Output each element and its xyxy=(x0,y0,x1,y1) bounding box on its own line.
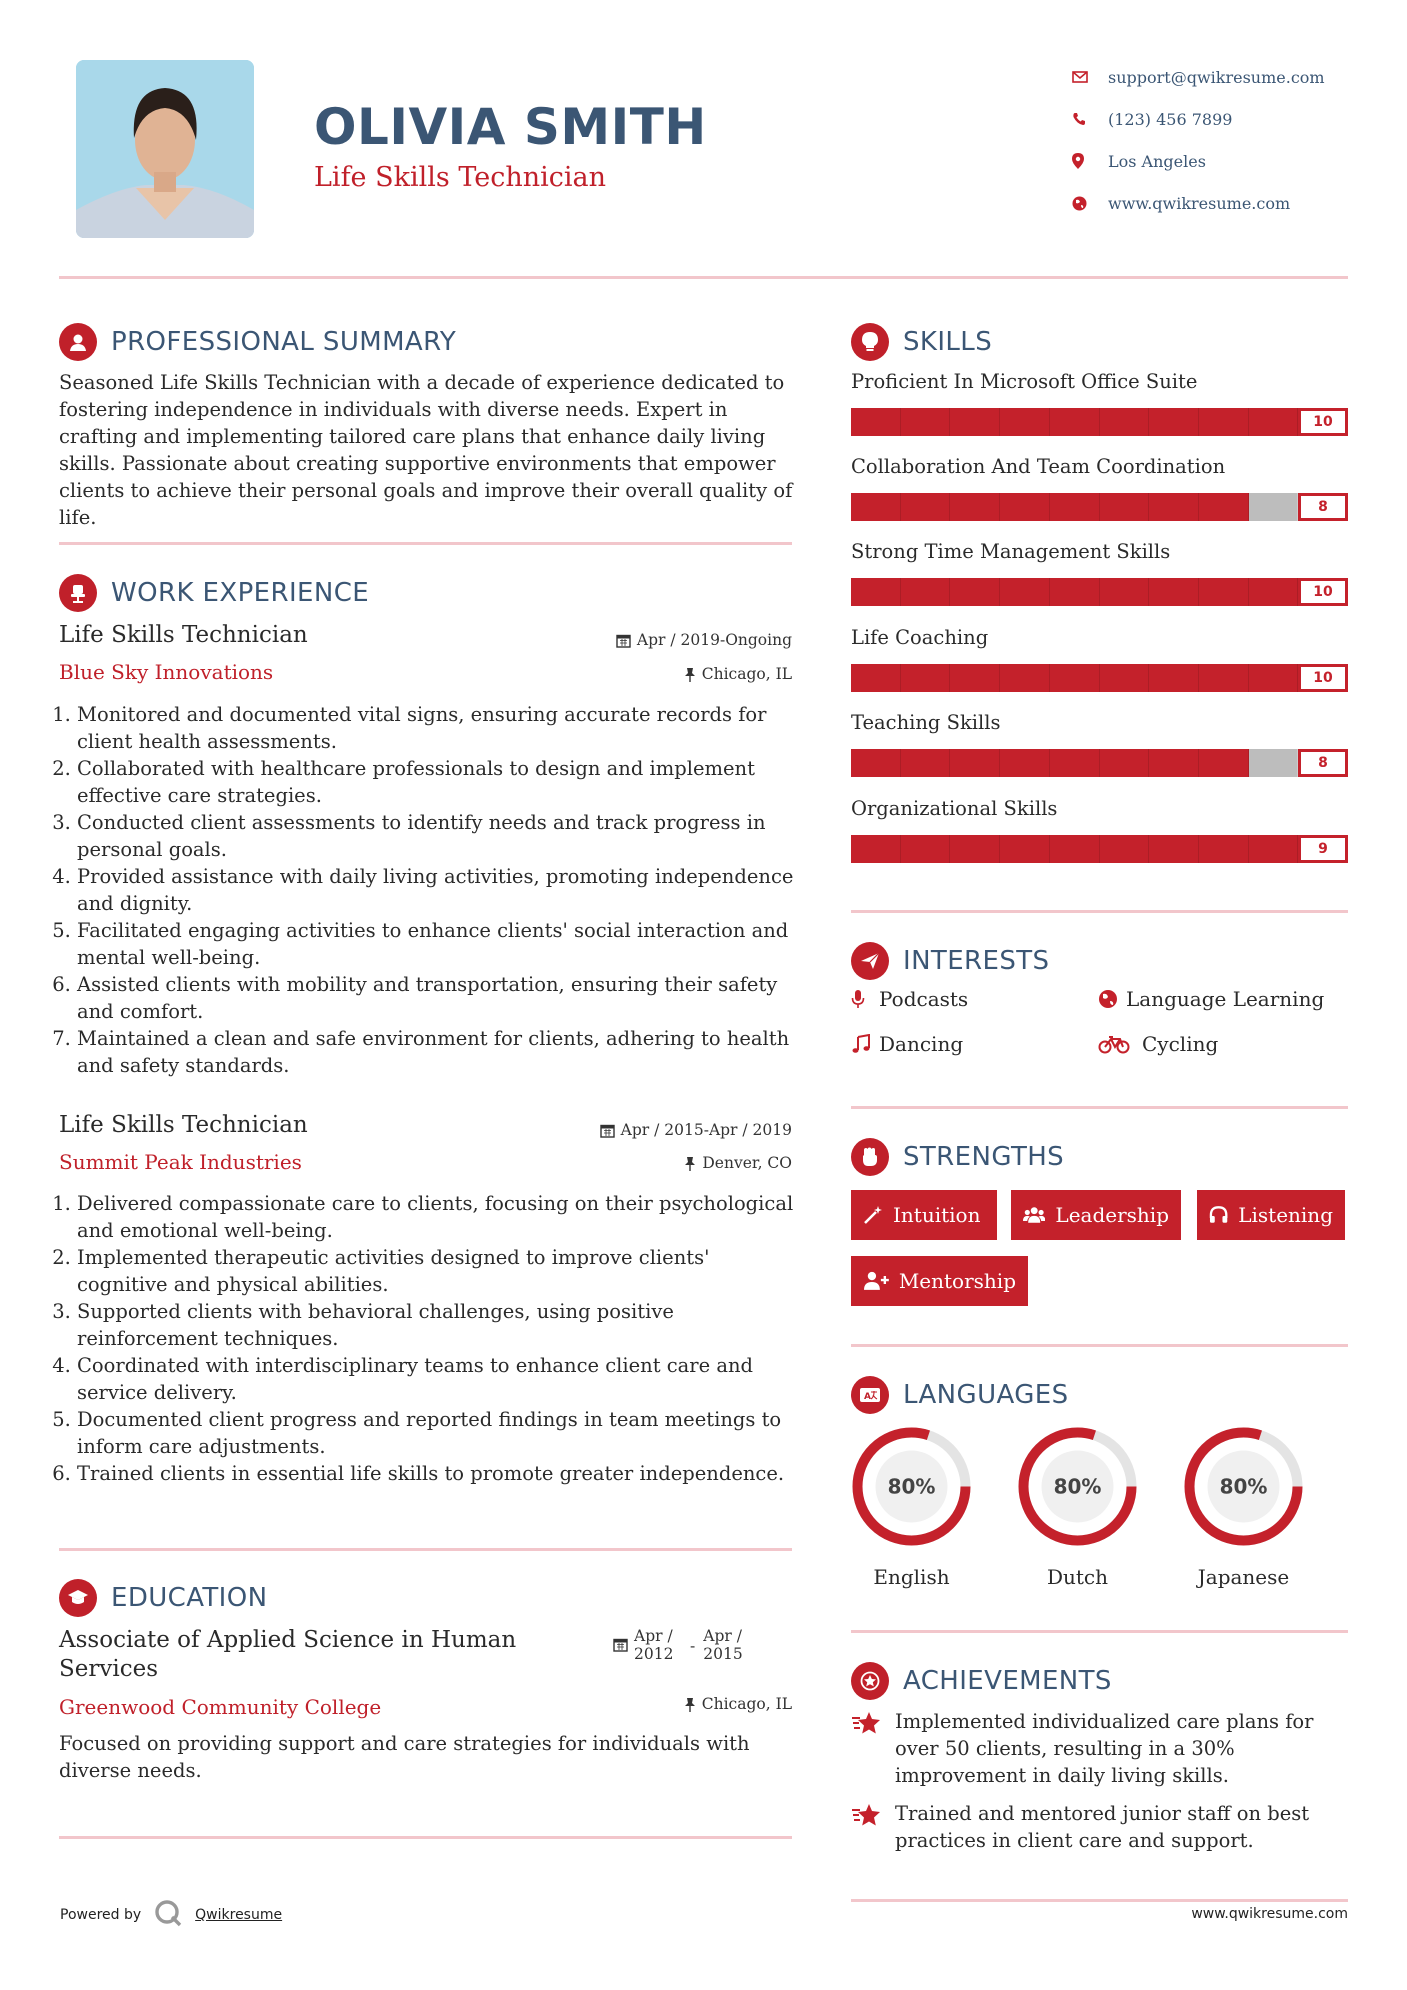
skill-bar-segment xyxy=(1199,835,1249,863)
skill-bar-segment xyxy=(1000,835,1050,863)
bicycle-icon xyxy=(1098,1034,1142,1054)
strength-label: Mentorship xyxy=(898,1269,1016,1293)
summary-divider xyxy=(59,542,792,545)
calendar-icon xyxy=(600,1123,615,1138)
music-note-icon xyxy=(851,1034,879,1054)
skill-item xyxy=(851,540,1348,606)
contact-website-text: www.qwikresume.com xyxy=(1108,193,1291,213)
skill-bar-segment xyxy=(1149,749,1199,777)
skill-bar-segment xyxy=(851,664,901,692)
language-ring xyxy=(849,1424,974,1549)
skill-bar-segment xyxy=(1249,408,1299,436)
job-2-location xyxy=(684,1154,792,1172)
graduation-icon xyxy=(59,1579,97,1617)
skill-level-number: 10 xyxy=(1298,664,1348,692)
skill-bar-segment xyxy=(1199,664,1249,692)
star-icon xyxy=(851,1800,895,1854)
strength-leadership xyxy=(1011,1190,1181,1240)
education-start-year: 2012 xyxy=(634,1645,674,1663)
skill-name: Proficient In Microsoft Office Suite xyxy=(851,370,1198,393)
job-2-title: Life Skills Technician xyxy=(59,1112,308,1138)
interest-label: Dancing xyxy=(879,1032,964,1056)
skill-bar-segment xyxy=(1149,408,1199,436)
languages-divider xyxy=(851,1630,1348,1633)
skill-bar-segment xyxy=(1050,664,1100,692)
list-item: 5. Facilitated engaging activities to enhance clients' social interaction and mental well-being. xyxy=(77,917,794,971)
strengths-title: STRENGTHS xyxy=(903,1142,1065,1172)
skill-name: Teaching Skills xyxy=(851,711,1001,734)
languages-title: LANGUAGES xyxy=(903,1380,1069,1410)
skills-title: SKILLS xyxy=(903,327,993,357)
skill-bar-segment xyxy=(1100,408,1150,436)
interests-divider xyxy=(851,1106,1348,1109)
office-chair-icon xyxy=(59,574,97,612)
list-item: 5. Documented client progress and reported findings in team meetings to inform care adjustments. xyxy=(77,1406,794,1460)
footer-powered-by xyxy=(60,1898,282,1932)
skill-bar-segment xyxy=(851,408,901,436)
skill-bar-segment xyxy=(901,578,951,606)
list-item: 6. Assisted clients with mobility and transportation, ensuring their safety and comfort. xyxy=(77,971,794,1025)
paper-plane-icon xyxy=(851,942,889,980)
list-item: 4. Coordinated with interdisciplinary teams to enhance client care and service delivery. xyxy=(77,1352,794,1406)
skill-bar-segment xyxy=(1000,408,1050,436)
skill-bar-segment xyxy=(1149,664,1199,692)
skill-bar-segment xyxy=(1149,835,1199,863)
list-item: 3. Supported clients with behavioral challenges, using positive reinforcement techniques. xyxy=(77,1298,794,1352)
skill-bar-segment xyxy=(950,664,1000,692)
skill-name: Life Coaching xyxy=(851,626,989,649)
skill-bar-segment xyxy=(1199,578,1249,606)
phone-icon xyxy=(1072,112,1108,126)
achievements-divider xyxy=(851,1899,1348,1902)
interest-podcasts xyxy=(851,987,968,1011)
language-percent: 80% xyxy=(887,1474,936,1499)
skills-divider xyxy=(851,910,1348,913)
powered-by-label: Powered by xyxy=(60,1907,142,1923)
education-degree-line-2: Services xyxy=(59,1656,159,1682)
skill-bar-segment xyxy=(1100,664,1150,692)
language-item xyxy=(849,1424,974,1589)
magic-wand-icon xyxy=(863,1205,883,1225)
footer-url[interactable]: www.qwikresume.com xyxy=(1191,1906,1348,1922)
language-name: Dutch xyxy=(1046,1565,1109,1589)
skill-bar-segment xyxy=(1100,835,1150,863)
education-end-year: 2015 xyxy=(703,1645,743,1663)
list-item: 1. Delivered compassionate care to clients, focusing on their psychological and emotional well-being. xyxy=(77,1190,794,1244)
skill-bar-segment xyxy=(950,749,1000,777)
pushpin-icon xyxy=(684,1697,696,1712)
education-location xyxy=(684,1695,792,1713)
education-title: EDUCATION xyxy=(111,1583,268,1613)
skills-heading xyxy=(851,323,992,361)
strengths-divider xyxy=(851,1344,1348,1347)
contact-location xyxy=(1072,140,1325,182)
skill-bar-segment xyxy=(950,493,1000,521)
skill-bar-segment xyxy=(1149,578,1199,606)
globe-icon xyxy=(1072,196,1108,211)
education-end-month: Apr / xyxy=(703,1627,742,1645)
language-percent: 80% xyxy=(1053,1474,1102,1499)
skill-bar-segment xyxy=(1199,408,1249,436)
qwikresume-logo-icon xyxy=(153,1898,183,1932)
skill-bar-segment xyxy=(1199,493,1249,521)
skill-bar-segment xyxy=(1100,493,1150,521)
job-2-bullets xyxy=(59,1190,794,1487)
skill-bar-segment xyxy=(851,835,901,863)
skill-level-number: 10 xyxy=(1298,408,1348,436)
skill-bar-segment xyxy=(1249,578,1299,606)
skill-level-number: 8 xyxy=(1298,749,1348,777)
location-pin-icon xyxy=(1072,153,1108,169)
skill-level-bar xyxy=(851,408,1348,436)
achievements-title: ACHIEVEMENTS xyxy=(903,1666,1112,1696)
skill-bar-segment xyxy=(1050,835,1100,863)
languages-heading xyxy=(851,1376,1069,1414)
skill-bar-segment xyxy=(1000,493,1050,521)
achievements-heading xyxy=(851,1662,1112,1700)
pushpin-icon xyxy=(684,667,696,682)
skill-bar-segment xyxy=(851,578,901,606)
skill-bar-segment xyxy=(1000,749,1050,777)
education-degree-line-1: Associate of Applied Science in Human xyxy=(59,1627,517,1653)
job-2-location-text: Denver, CO xyxy=(702,1154,792,1172)
job-1-location xyxy=(684,665,792,683)
education-school: Greenwood Community College xyxy=(59,1695,382,1719)
language-ring xyxy=(1015,1424,1140,1549)
contact-phone-text: (123) 456 7899 xyxy=(1108,109,1233,129)
job-1-location-text: Chicago, IL xyxy=(701,665,792,683)
header-divider xyxy=(59,276,1348,279)
job-1-date-text: Apr / 2019-Ongoing xyxy=(636,631,792,649)
experience-divider xyxy=(59,1548,792,1551)
education-divider xyxy=(59,1836,792,1839)
users-icon xyxy=(1023,1205,1045,1225)
achievement-text: Trained and mentored junior staff on best practices in client care and support. xyxy=(895,1802,1310,1852)
language-ring xyxy=(1181,1424,1306,1549)
skill-bar-segment xyxy=(851,749,901,777)
skill-bar-segment xyxy=(1249,835,1299,863)
list-item: 3. Conducted client assessments to identify needs and track progress in personal goals. xyxy=(77,809,794,863)
profile-photo xyxy=(76,60,254,238)
interests-heading xyxy=(851,942,1049,980)
list-item: 2. Collaborated with healthcare professionals to design and implement effective care strategies. xyxy=(77,755,794,809)
language-percent: 80% xyxy=(1219,1474,1268,1499)
list-item: 2. Implemented therapeutic activities designed to improve clients' cognitive and physical abilities. xyxy=(77,1244,794,1298)
skill-bar-segment xyxy=(1100,578,1150,606)
interest-label: Podcasts xyxy=(879,987,969,1011)
job-2-company: Summit Peak Industries xyxy=(59,1150,302,1174)
lightbulb-icon xyxy=(851,323,889,361)
skill-level-bar xyxy=(851,493,1348,521)
education-date xyxy=(613,1627,743,1663)
skill-bar-segment xyxy=(901,408,951,436)
education-location-text: Chicago, IL xyxy=(701,1695,792,1713)
skill-bar-segment xyxy=(1149,493,1199,521)
experience-title: WORK EXPERIENCE xyxy=(111,578,370,608)
skill-bar-segment xyxy=(950,408,1000,436)
skill-bar-segment xyxy=(1050,493,1100,521)
list-item: 6. Trained clients in essential life skills to promote greater independence. xyxy=(77,1460,794,1487)
skill-bar-segment xyxy=(1050,749,1100,777)
job-1-bullets xyxy=(59,701,794,1079)
skill-bar-segment xyxy=(1000,578,1050,606)
skill-item xyxy=(851,455,1348,521)
calendar-icon xyxy=(616,633,631,648)
education-date-separator: - xyxy=(690,1637,696,1655)
skill-bar-segment xyxy=(1249,493,1299,521)
language-item xyxy=(1015,1424,1140,1589)
microphone-icon xyxy=(851,989,879,1009)
summary-text: Seasoned Life Skills Technician with a decade of experience dedicated to fostering independence in individuals with diverse needs. Expert in crafting and implementing tailored care plans that enhance daily living skills. Passionate about creating supportive environments that empower clients to achieve their personal goals and improve their overall quality of life. xyxy=(59,371,793,529)
candidate-name: OLIVIA SMITH xyxy=(314,98,707,156)
strength-intuition xyxy=(851,1190,997,1240)
education-start-month: Apr / xyxy=(634,1627,673,1645)
skill-bar-segment xyxy=(1050,408,1100,436)
skill-bar-segment xyxy=(901,664,951,692)
svg-text:A: A xyxy=(864,1392,871,1402)
user-plus-icon xyxy=(863,1271,889,1291)
job-2-date xyxy=(600,1121,792,1139)
skill-item xyxy=(851,626,1348,692)
summary-title: PROFESSIONAL SUMMARY xyxy=(111,327,457,357)
language-icon xyxy=(851,1376,889,1414)
skill-bar-segment xyxy=(901,493,951,521)
interests-title: INTERESTS xyxy=(903,946,1050,976)
globe-icon xyxy=(1098,989,1126,1009)
calendar-icon xyxy=(613,1637,628,1652)
skill-bar-segment xyxy=(1249,749,1299,777)
job-2-date-text: Apr / 2015-Apr / 2019 xyxy=(620,1121,792,1139)
experience-heading xyxy=(59,574,369,612)
skill-bar-segment xyxy=(851,493,901,521)
strength-label: Intuition xyxy=(893,1203,981,1227)
skill-level-number: 9 xyxy=(1298,835,1348,863)
skill-name: Organizational Skills xyxy=(851,797,1058,820)
language-item xyxy=(1181,1424,1306,1589)
skill-bar-segment xyxy=(901,835,951,863)
skill-bar-segment xyxy=(1199,749,1249,777)
skill-bar-segment xyxy=(950,835,1000,863)
achievement-item-2 xyxy=(851,1800,1321,1854)
language-name: English xyxy=(873,1565,950,1589)
skill-level-number: 8 xyxy=(1298,493,1348,521)
achievement-text: Implemented individualized care plans for over 50 clients, resulting in a 30% improvement in daily living skills. xyxy=(895,1710,1314,1787)
pushpin-icon xyxy=(684,1156,696,1171)
summary-heading xyxy=(59,323,456,361)
skill-item xyxy=(851,370,1348,436)
education-degree xyxy=(59,1626,529,1684)
qwikresume-link[interactable]: Qwikresume xyxy=(195,1907,283,1923)
interest-label: Cycling xyxy=(1142,1032,1219,1056)
candidate-title: Life Skills Technician xyxy=(314,162,606,193)
skill-bar-segment xyxy=(1100,749,1150,777)
skill-level-bar xyxy=(851,664,1348,692)
contact-list xyxy=(1072,56,1325,224)
contact-email-text: support@qwikresume.com xyxy=(1108,67,1325,87)
user-icon xyxy=(59,323,97,361)
skill-item xyxy=(851,797,1348,863)
list-item: 7. Maintained a clean and safe environment for clients, adhering to health and safety standards. xyxy=(77,1025,794,1079)
skill-level-number: 10 xyxy=(1298,578,1348,606)
star-icon xyxy=(851,1708,895,1789)
strengths-heading xyxy=(851,1138,1064,1176)
interest-dancing xyxy=(851,1032,963,1056)
strength-label: Leadership xyxy=(1055,1203,1169,1227)
achievement-item-1 xyxy=(851,1708,1321,1789)
skill-bar-segment xyxy=(950,578,1000,606)
skill-level-bar xyxy=(851,835,1348,863)
skill-name: Strong Time Management Skills xyxy=(851,540,1171,563)
education-heading xyxy=(59,1579,267,1617)
language-name: Japanese xyxy=(1197,1565,1290,1589)
job-1-title: Life Skills Technician xyxy=(59,622,308,648)
fist-icon xyxy=(851,1138,889,1176)
envelope-icon xyxy=(1072,71,1108,83)
list-item: 4. Provided assistance with daily living activities, promoting independence and dignity. xyxy=(77,863,794,917)
list-item: 1. Monitored and documented vital signs, ensuring accurate records for client health assessments. xyxy=(77,701,794,755)
skill-name: Collaboration And Team Coordination xyxy=(851,455,1226,478)
education-description: Focused on providing support and care strategies for individuals with diverse needs. xyxy=(59,1732,750,1782)
strength-label: Listening xyxy=(1238,1203,1333,1227)
skill-level-bar xyxy=(851,749,1348,777)
skill-bar-segment xyxy=(1050,578,1100,606)
contact-phone[interactable] xyxy=(1072,98,1325,140)
skill-bar-segment xyxy=(901,749,951,777)
interest-label: Language Learning xyxy=(1126,987,1325,1011)
job-1-date xyxy=(616,631,792,649)
interest-language-learning xyxy=(1098,987,1324,1011)
headphones-icon xyxy=(1209,1205,1228,1225)
strength-mentorship xyxy=(851,1256,1028,1306)
job-1-company: Blue Sky Innovations xyxy=(59,660,274,684)
skill-level-bar xyxy=(851,578,1348,606)
skill-bar-segment xyxy=(1000,664,1050,692)
skill-item xyxy=(851,711,1348,777)
interest-cycling xyxy=(1098,1032,1218,1056)
strength-listening xyxy=(1197,1190,1345,1240)
contact-email[interactable] xyxy=(1072,56,1325,98)
contact-location-text: Los Angeles xyxy=(1108,151,1206,171)
star-badge-icon xyxy=(851,1662,889,1700)
skill-bar-segment xyxy=(1249,664,1299,692)
contact-website[interactable] xyxy=(1072,182,1325,224)
